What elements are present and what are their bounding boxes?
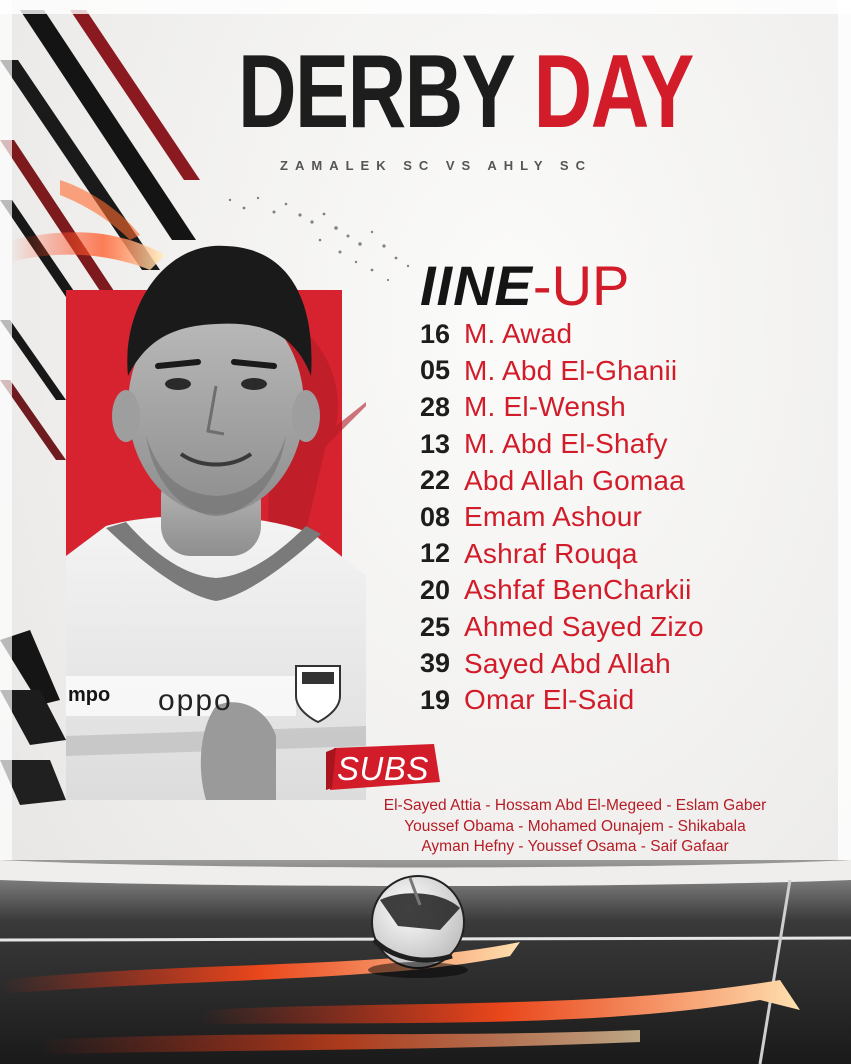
sponsor-partial-text: mpo (68, 684, 111, 706)
player-number: 20 (420, 574, 451, 605)
match-subtitle: ZAMALEK SC VS AHLY SC (280, 158, 592, 173)
players-list (420, 316, 840, 719)
list-item (420, 609, 840, 646)
player-name: M. El-Wensh (464, 391, 626, 423)
player-number: 19 (420, 684, 451, 715)
player-name: Abd Allah Gomaa (464, 464, 685, 496)
subs-line: Ayman Hefny - Youssef Osama - Saif Gafaar (421, 838, 729, 855)
player-number: 05 (420, 355, 451, 386)
list-item (420, 499, 840, 536)
player-name: M. Awad (464, 318, 573, 350)
player-name: Ahmed Sayed Zizo (464, 611, 704, 643)
list-item (420, 353, 840, 390)
list-item (420, 426, 840, 463)
list-item (420, 389, 840, 426)
title-part-derby: DERBY (238, 34, 513, 150)
pitch-with-ball (0, 860, 851, 1064)
lineup-heading-part2: -UP (532, 254, 630, 317)
lineup-heading (420, 254, 630, 317)
player-name: Omar El-Said (464, 684, 635, 716)
list-item (420, 645, 840, 682)
subs-list (330, 796, 820, 858)
player-number: 39 (420, 648, 451, 679)
player-number: 13 (420, 428, 451, 459)
sponsor-text: oppo (158, 684, 233, 717)
list-item (420, 316, 840, 353)
title-part-day: DAY (533, 34, 693, 150)
player-name: Emam Ashour (464, 501, 643, 533)
list-item (420, 462, 840, 499)
player-number: 16 (420, 318, 451, 349)
player-number: 12 (420, 538, 451, 569)
player-name: Ashraf Rouqa (464, 537, 638, 569)
subs-line: Youssef Obama - Mohamed Ounajem - Shikabala (404, 817, 746, 835)
player-number: 22 (420, 465, 451, 496)
subs-label: SUBS (337, 750, 429, 787)
player-name: Sayed Abd Allah (464, 647, 671, 679)
player-name: M. Abd El-Ghanii (464, 354, 678, 386)
player-number: 28 (420, 391, 451, 422)
list-item (420, 682, 840, 719)
lineup-heading-part1: IINE (420, 254, 533, 317)
list-item (420, 536, 840, 573)
player-name: Ashfaf BenCharkii (464, 574, 692, 606)
player-number: 25 (420, 611, 451, 642)
player-number: 08 (420, 501, 451, 532)
derby-day-title (238, 34, 693, 150)
list-item (420, 572, 840, 609)
player-name: M. Abd El-Shafy (464, 428, 668, 460)
subs-line: El-Sayed Attia - Hossam Abd El-Megeed - Eslam Gaber (383, 797, 767, 814)
